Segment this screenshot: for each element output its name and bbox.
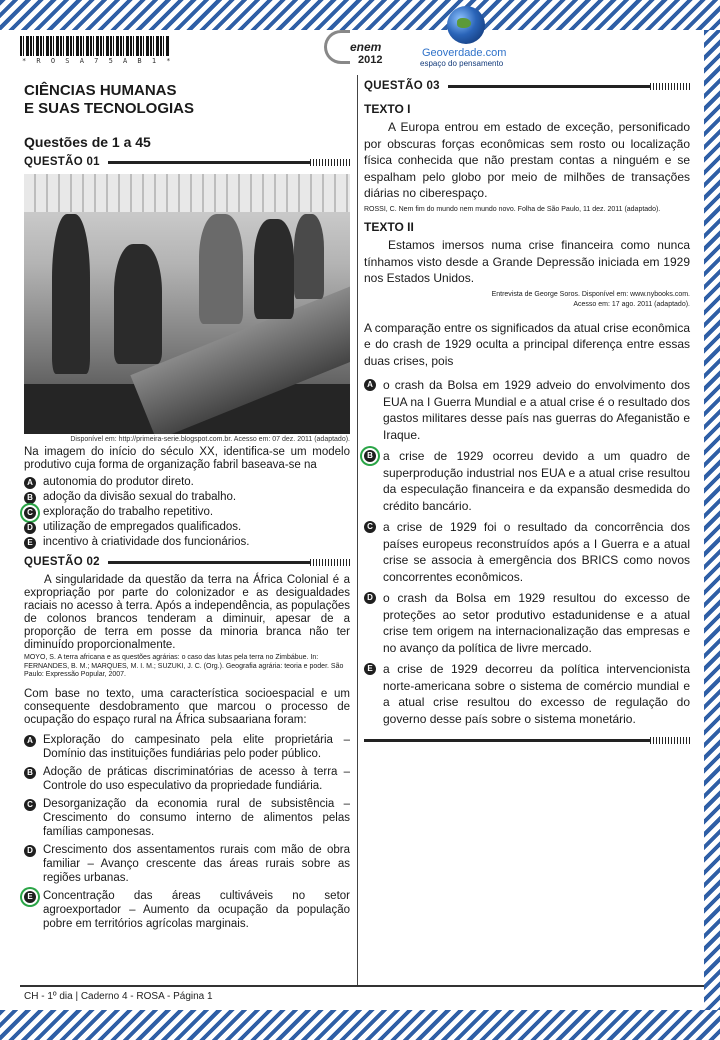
option-letter-badge: E (24, 537, 36, 549)
enem-logo (320, 30, 392, 70)
option-text: utilização de empregados qualificados. (43, 521, 242, 533)
option-letter-badge: A (24, 477, 36, 489)
globe-icon (447, 6, 485, 44)
option-d[interactable] (24, 843, 350, 885)
bottom-stripe-border (0, 1010, 720, 1040)
right-stripe-border (704, 30, 720, 1010)
texto-1-paragraph: A Europa entrou em estado de exceção, personificado por obscuras forças econômicas sem rosto ou localização física conhecida que não prestam contas a ninguém e se espalham pelo globo por meio de milhões de transações diárias no ciberespaço. (364, 120, 690, 200)
option-text: exploração do trabalho repetitivo. (43, 506, 214, 518)
option-text: Exploração do campesinato pela elite proprietária – Domínio das instituições fundiárias pelo poder público. (43, 733, 350, 760)
option-letter-badge: D (24, 522, 36, 534)
option-letter-badge: D (24, 845, 36, 857)
question-02-paragraph: A singularidade da questão da terra na África Colonial é a expropriação por parte do colonizador e as desigualdades raciais no acesso à terra. Após a independência, as populações de colonos brancos tenderam a diminuir, apesar de a proporção de terra em posse da minoria branca não ter diminuído proporcionalmente. (24, 574, 350, 651)
option-letter-badge: D (364, 592, 376, 604)
marked-answer-badge: C (24, 507, 36, 519)
option-e[interactable] (24, 889, 350, 931)
option-c[interactable] (364, 519, 690, 585)
texto-2-reference-line-2: Acesso em: 17 ago. 2011 (adaptado). (573, 301, 690, 308)
factory-assembly-line-photo (24, 174, 350, 434)
texto-1-label: TEXTO I (364, 102, 411, 116)
option-a[interactable] (24, 475, 350, 490)
header-rule (108, 161, 350, 164)
option-d[interactable] (24, 520, 350, 535)
question-03-label: QUESTÃO 03 (364, 80, 440, 92)
option-letter-badge: E (364, 663, 376, 675)
question-02-options (24, 733, 350, 931)
option-letter-badge: A (364, 379, 376, 391)
area-title-line-2: E SUAS TECNOLOGIAS (24, 100, 195, 117)
option-letter-badge: B (24, 492, 36, 504)
area-title-line-1: CIÊNCIAS HUMANAS (24, 82, 177, 99)
option-letter-badge: B (24, 767, 36, 779)
option-text: adoção da divisão sexual do trabalho. (43, 491, 237, 503)
question-02-reference: MOYO, S. A terra africana e as questões agrárias: o caso das lutas pela terra no Zimbábue. In: FERNANDES, B. M.; MARQUES, M. I. M.; SUZUKI, J. C. (Org.). Geografia agrária: teoria e poder. São Paulo: Expressão Popular, 2007. (24, 654, 344, 678)
barcode-text: * R O S A 7 5 A B 1 * (22, 57, 174, 65)
option-letter-badge: A (24, 735, 36, 747)
option-a[interactable] (24, 733, 350, 761)
area-title (24, 82, 350, 118)
option-text: Desorganização da economia rural de subsistência – Crescimento do consumo interno de alimentos pelas famílias camponesas. (43, 797, 350, 838)
enem-logo-word: enem (350, 40, 382, 54)
texto-2-label: TEXTO II (364, 220, 414, 234)
option-c[interactable] (24, 505, 350, 520)
texto-2-paragraph: Estamos imersos numa crise financeira como nunca tínhamos visto desde a Grande Depressão iniciada em 1929 nos Estados Unidos. (364, 238, 690, 285)
option-text: o crash da Bolsa em 1929 adveio do envolvimento dos EUA na I Guerra Mundial e a atual crise é o resultado dos gastos militares desse país nas guerras do Afeganistão e Iraque. (383, 378, 690, 442)
option-b[interactable] (364, 448, 690, 514)
option-text: o crash da Bolsa em 1929 resultou do excesso de proteções ao setor produtivo estadunidense e a atual crise tem origem na internacionalização das empresas e no avanço da política de livre mercado. (383, 591, 690, 655)
option-b[interactable] (24, 765, 350, 793)
page-footer: CH - 1º dia | Caderno 4 - ROSA - Página 1 (24, 991, 213, 1002)
image-credit: Disponível em: http://primeira-serie.blogspot.com.br. Acesso em: 07 dez. 2011 (adaptado). (70, 436, 350, 443)
option-e[interactable] (24, 535, 350, 550)
option-text: Crescimento dos assentamentos rurais com mão de obra familiar – Avanço crescente das áreas rurais sobre as regiões urbanas. (43, 843, 350, 884)
option-text: incentivo à criatividade dos funcionários. (43, 536, 250, 548)
top-stripe-border (0, 0, 720, 30)
option-text: a crise de 1929 ocorreu devido a um quadro de superprodução industrial nos EUA e a atual crise resultou da especulação financeira e da expansão desmedida do crédito bancário. (383, 449, 690, 513)
option-letter-badge: C (364, 521, 376, 533)
header-rule (448, 85, 690, 88)
enem-logo-year: 2012 (358, 54, 383, 66)
question-02-header (24, 556, 350, 568)
option-text: Adoção de práticas discriminatórias de acesso à terra – Controle do uso especulativo da propriedade fundiária. (43, 765, 350, 792)
question-03-header (364, 80, 690, 92)
marked-answer-badge: E (24, 891, 36, 903)
column-end-rule (364, 739, 690, 742)
option-text: autonomia do produtor direto. (43, 476, 194, 488)
option-b[interactable] (24, 490, 350, 505)
option-text: a crise de 1929 decorreu da política intervencionista norte-americana sobre o sistema de comércio mundial e a atual crise resultou do excesso de regulação do governo desse país sobre o sistema monetário. (383, 662, 690, 726)
option-text: Concentração das áreas cultiváveis no setor agroexportador – Aumento da ocupação da população pobre em territórios agrícolas marginais. (43, 889, 350, 930)
site-name-link[interactable]: Geoverdade.com (422, 47, 507, 59)
question-02-label: QUESTÃO 02 (24, 556, 100, 568)
question-01-header (24, 156, 350, 168)
texto-2-reference-line-1: Entrevista de George Soros. Disponível em: www.nybooks.com. (491, 290, 690, 298)
option-letter-badge: C (24, 799, 36, 811)
question-02-stem: Com base no texto, uma característica socioespacial e um consequente desdobramento que marcou o processo de ocupação do espaço rural na África subsaariana foram: (24, 687, 350, 726)
option-text: a crise de 1929 foi o resultado da concorrência dos países europeus reconstruídos após a I Guerra e a atual crise se associa à emergência dos BRICS como novos concorrentes econômicos. (383, 520, 690, 584)
question-03-options (364, 377, 690, 727)
questions-range: Questões de 1 a 45 (24, 134, 151, 150)
texto-1-reference: ROSSI, C. Nem fim do mundo nem mundo novo. Folha de São Paulo, 11 dez. 2011 (adaptado). (364, 205, 661, 213)
barcode (20, 36, 170, 56)
option-d[interactable] (364, 590, 690, 656)
question-01-stem: Na imagem do início do século XX, identifica-se um modelo produtivo cuja forma de organização fabril baseava-se na (24, 446, 350, 471)
option-c[interactable] (24, 797, 350, 839)
right-column (364, 80, 690, 742)
enem-swoosh-icon (324, 30, 350, 64)
header-rule (108, 561, 350, 564)
page-header (0, 30, 704, 75)
question-01-label: QUESTÃO 01 (24, 156, 100, 168)
option-a[interactable] (364, 377, 690, 443)
option-e[interactable] (364, 661, 690, 727)
left-column (24, 80, 350, 935)
site-tagline: espaço do pensamento (420, 59, 504, 68)
question-01-options (24, 475, 350, 550)
footer-rule (20, 985, 704, 987)
marked-answer-badge: B (364, 450, 376, 462)
column-divider (357, 75, 358, 985)
question-03-stem: A comparação entre os significados da atual crise econômica e do crash de 1929 oculta a principal diferença entre essas duas crises, pois (364, 320, 690, 368)
